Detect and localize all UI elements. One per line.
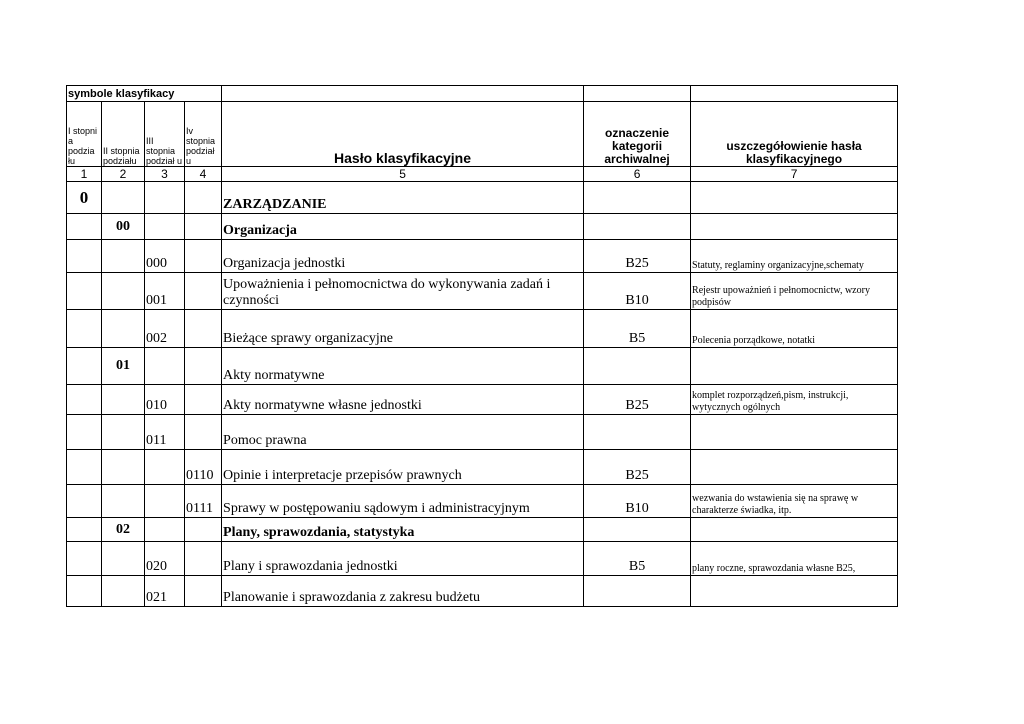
- table-row: [67, 518, 898, 542]
- archive-category: B10: [584, 485, 691, 518]
- level-4-code: [185, 518, 222, 542]
- level-2-code: [102, 576, 145, 607]
- level-1-code: [67, 214, 102, 240]
- level-1-code: [67, 542, 102, 576]
- empty-cell: [584, 86, 691, 102]
- archive-category: B25: [584, 240, 691, 273]
- column-number: 3: [145, 167, 185, 182]
- entry-details: wezwania do wstawienia się na sprawę w charakterze świadka, itp.: [691, 485, 898, 518]
- level-3-code: 000: [145, 240, 185, 273]
- entry-name: Planowanie i sprawozdania z zakresu budżetu: [222, 576, 584, 607]
- archive-category: B25: [584, 385, 691, 415]
- entry-name: Organizacja jednostki: [222, 240, 584, 273]
- header-archive-category: oznaczenie kategorii archiwalnej: [584, 102, 691, 167]
- table-row: [67, 214, 898, 240]
- archive-category: B10: [584, 273, 691, 310]
- level-1-code: [67, 273, 102, 310]
- entry-details: [691, 348, 898, 385]
- table-row: [67, 310, 898, 348]
- level-4-code: [185, 542, 222, 576]
- level-3-code: 020: [145, 542, 185, 576]
- entry-name: Plany i sprawozdania jednostki: [222, 542, 584, 576]
- header-row: [67, 102, 898, 167]
- entry-name: Organizacja: [222, 214, 584, 240]
- level-2-code: 00: [102, 214, 145, 240]
- entry-name: Opinie i interpretacje przepisów prawnych: [222, 450, 584, 485]
- archive-category: B5: [584, 310, 691, 348]
- level-4-code: 0111: [185, 485, 222, 518]
- level-4-code: [185, 415, 222, 450]
- level-1-code: [67, 518, 102, 542]
- entry-details: Polecenia porządkowe, notatki: [691, 310, 898, 348]
- level-2-code: [102, 240, 145, 273]
- header-classification-entry: Hasło klasyfikacyjne: [222, 102, 584, 167]
- archive-category: [584, 214, 691, 240]
- level-1-code: [67, 485, 102, 518]
- level-1-code: [67, 348, 102, 385]
- level-4-code: [185, 273, 222, 310]
- entry-details: Rejestr upoważnień i pełnomocnictw, wzory podpisów: [691, 273, 898, 310]
- level-1-code: [67, 450, 102, 485]
- entry-details: [691, 415, 898, 450]
- level-3-code: 001: [145, 273, 185, 310]
- table-row: [67, 348, 898, 385]
- level-3-code: 010: [145, 385, 185, 415]
- header-group-row: [67, 86, 898, 102]
- table-row: [67, 273, 898, 310]
- level-4-code: [185, 310, 222, 348]
- level-3-code: [145, 348, 185, 385]
- level-4-code: [185, 240, 222, 273]
- archive-category: [584, 182, 691, 214]
- entry-details: [691, 182, 898, 214]
- level-1-code: [67, 385, 102, 415]
- header-level-4: Iv stopnia podział u: [185, 102, 222, 167]
- level-2-code: [102, 485, 145, 518]
- table-row: [67, 450, 898, 485]
- level-1-code: [67, 576, 102, 607]
- entry-name: Plany, sprawozdania, statystyka: [222, 518, 584, 542]
- header-entry-details: uszczegółowienie hasła klasyfikacyjnego: [691, 102, 898, 167]
- column-number: 1: [67, 167, 102, 182]
- entry-details: Statuty, reglaminy organizacyjne,schematy: [691, 240, 898, 273]
- table-row: [67, 576, 898, 607]
- classification-table: [66, 85, 898, 607]
- level-4-code: [185, 348, 222, 385]
- level-4-code: [185, 385, 222, 415]
- level-3-code: [145, 182, 185, 214]
- level-3-code: [145, 518, 185, 542]
- column-number-row: [67, 167, 898, 182]
- archive-category: [584, 576, 691, 607]
- level-2-code: [102, 450, 145, 485]
- level-3-code: 002: [145, 310, 185, 348]
- level-1-code: [67, 415, 102, 450]
- level-1-code: [67, 240, 102, 273]
- level-4-code: 0110: [185, 450, 222, 485]
- column-number: 5: [222, 167, 584, 182]
- table-row: [67, 385, 898, 415]
- entry-details: [691, 214, 898, 240]
- archive-category: B25: [584, 450, 691, 485]
- table-row: [67, 485, 898, 518]
- level-3-code: [145, 214, 185, 240]
- level-1-code: 0: [67, 182, 102, 214]
- entry-name: Pomoc prawna: [222, 415, 584, 450]
- archive-category: [584, 348, 691, 385]
- level-2-code: 01: [102, 348, 145, 385]
- archive-category: [584, 415, 691, 450]
- level-4-code: [185, 214, 222, 240]
- symbols-group-header: symbole klasyfikacy: [67, 86, 222, 102]
- level-2-code: [102, 415, 145, 450]
- entry-details: komplet rozporządzeń,pism, instrukcji, wytycznych ogólnych: [691, 385, 898, 415]
- empty-cell: [222, 86, 584, 102]
- column-number: 4: [185, 167, 222, 182]
- entry-details: [691, 450, 898, 485]
- column-number: 2: [102, 167, 145, 182]
- level-2-code: [102, 182, 145, 214]
- level-2-code: [102, 273, 145, 310]
- entry-details: [691, 576, 898, 607]
- level-4-code: [185, 182, 222, 214]
- level-3-code: 021: [145, 576, 185, 607]
- table-row: [67, 542, 898, 576]
- entry-name: ZARZĄDZANIE: [222, 182, 584, 214]
- level-2-code: [102, 310, 145, 348]
- level-4-code: [185, 576, 222, 607]
- entry-details: plany roczne, sprawozdania własne B25,: [691, 542, 898, 576]
- level-1-code: [67, 310, 102, 348]
- entry-name: Akty normatywne własne jednostki: [222, 385, 584, 415]
- column-number: 6: [584, 167, 691, 182]
- level-3-code: [145, 485, 185, 518]
- entry-name: Sprawy w postępowaniu sądowym i administracyjnym: [222, 485, 584, 518]
- archive-category: B5: [584, 542, 691, 576]
- header-level-1: I stopni a podzia łu: [67, 102, 102, 167]
- entry-name: Bieżące sprawy organizacyjne: [222, 310, 584, 348]
- entry-name: Akty normatywne: [222, 348, 584, 385]
- empty-cell: [691, 86, 898, 102]
- table-row: [67, 240, 898, 273]
- entry-name: Upoważnienia i pełnomocnictwa do wykonywania zadań i czynności: [222, 273, 584, 310]
- level-2-code: [102, 542, 145, 576]
- entry-details: [691, 518, 898, 542]
- header-level-3: III stopnia podział u: [145, 102, 185, 167]
- table-row: [67, 182, 898, 214]
- column-number: 7: [691, 167, 898, 182]
- level-2-code: 02: [102, 518, 145, 542]
- header-level-2: II stopnia podziału: [102, 102, 145, 167]
- level-3-code: [145, 450, 185, 485]
- table-row: [67, 415, 898, 450]
- level-3-code: 011: [145, 415, 185, 450]
- archive-category: [584, 518, 691, 542]
- level-2-code: [102, 385, 145, 415]
